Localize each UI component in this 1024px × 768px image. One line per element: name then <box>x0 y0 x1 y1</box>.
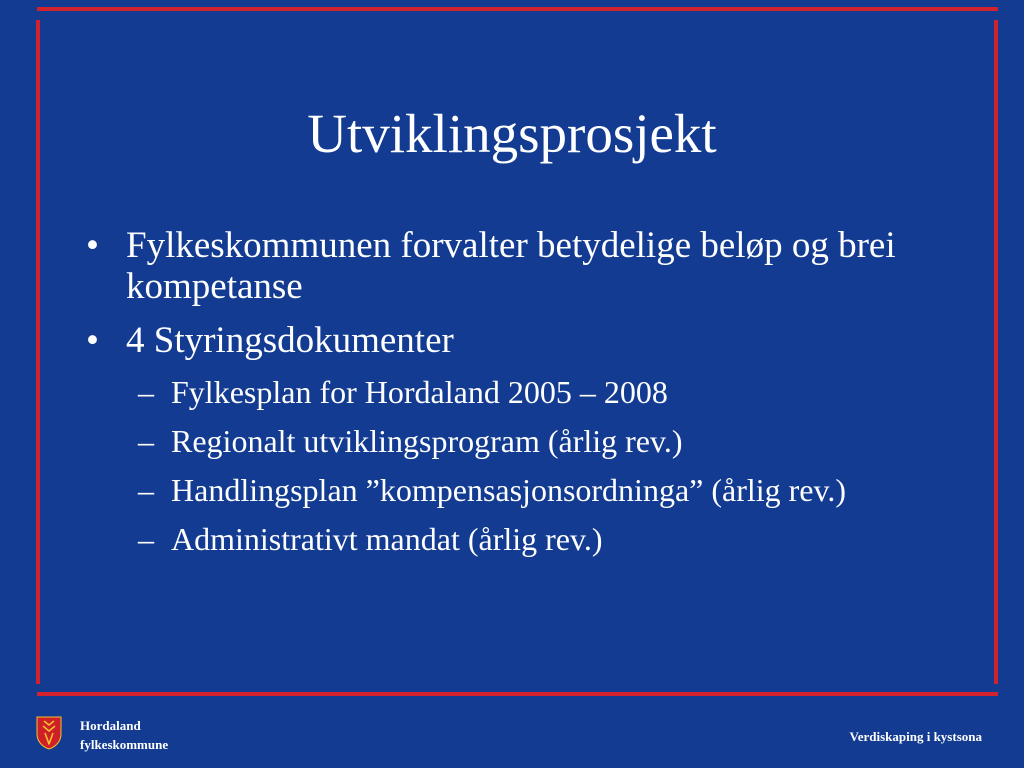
frame-bottom-line <box>37 692 998 696</box>
sub-bullet-item <box>138 472 921 509</box>
sub-bullet-item <box>138 374 921 411</box>
sub-bullet-text: Regionalt utviklingsprogram (årlig rev.) <box>171 423 683 459</box>
bullet-item <box>86 225 956 307</box>
frame-top-line <box>37 7 998 11</box>
footer-org-line2: fylkeskommune <box>80 737 169 752</box>
sub-bullet-text: Administrativt mandat (årlig rev.) <box>171 521 603 557</box>
dash-marker: – <box>138 472 154 508</box>
coat-of-arms-icon <box>36 716 62 750</box>
sub-bullet-text: Fylkesplan for Hordaland 2005 – 2008 <box>171 374 668 410</box>
slide-content <box>86 225 956 570</box>
footer-organization <box>80 716 168 754</box>
bullet-marker: • <box>86 320 99 361</box>
dash-marker: – <box>138 521 154 557</box>
dash-marker: – <box>138 423 154 459</box>
bullet-text: 4 Styringsdokumenter <box>126 320 454 361</box>
dash-marker: – <box>138 374 154 410</box>
footer-tagline: Verdiskaping i kystsona <box>849 729 982 744</box>
sub-bullet-text: Handlingsplan ”kompensasjonsordninga” (årlig rev.) <box>171 472 847 508</box>
slide-title: Utviklingsprosjekt <box>307 103 717 164</box>
sub-bullet-item <box>138 423 921 460</box>
bullet-marker: • <box>86 225 99 266</box>
bullet-item <box>86 320 956 361</box>
footer-org-line1: Hordaland <box>80 718 141 733</box>
sub-bullet-item <box>138 521 921 558</box>
bullet-text: Fylkeskommunen forvalter betydelige beløp og brei kompetanse <box>126 225 896 307</box>
